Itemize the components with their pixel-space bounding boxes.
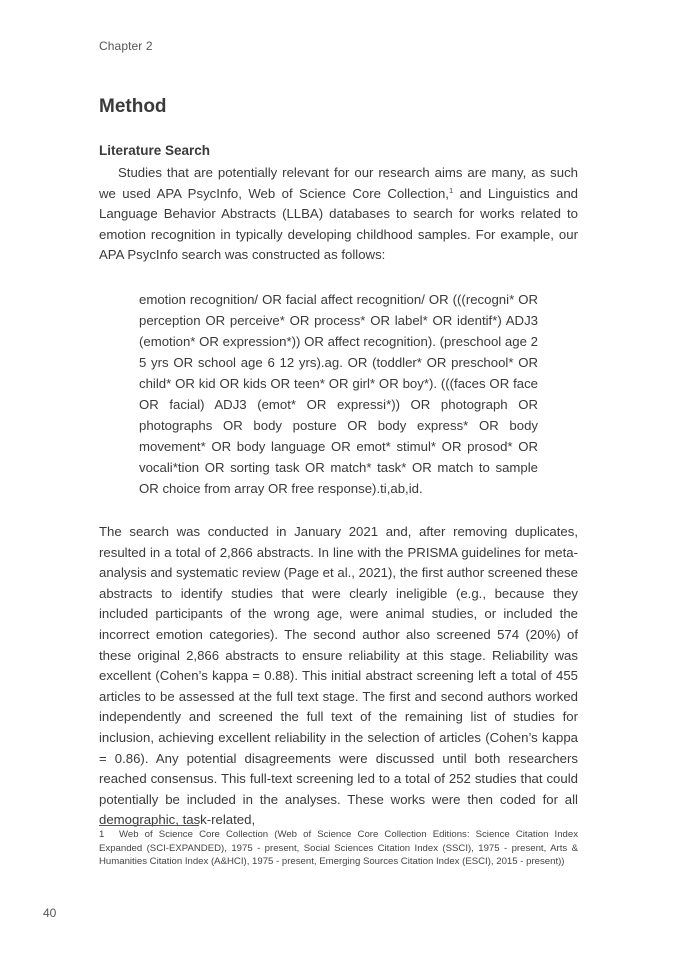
footnote-number: 1 <box>99 829 105 840</box>
running-head: Chapter 2 <box>99 39 153 53</box>
section-title: Method <box>99 96 167 117</box>
search-query-block: emotion recognition/ OR facial affect recognition/ OR (((recogni* OR perception OR perceive* OR process* OR label* OR identif*) ADJ3 (emotion* OR expression*)) OR affect recognition). (preschool age 2 5 yrs OR school age 6 12 yrs).ag. OR (toddler* OR preschool* OR child* OR kid OR kids OR teen* OR girl* OR boy*). (((faces OR face OR facial) ADJ3 (emot* OR expressi*)) OR photograph OR photographs OR body posture OR body express* OR body movement* OR body language OR emot* stimul* OR prosod* OR vocali*tion OR sorting task OR match* task* OR match to sample OR choice from array OR free response).ti,ab,id. <box>139 292 538 496</box>
subsection-title: Literature Search <box>99 143 211 158</box>
footnote <box>99 828 578 869</box>
footnote-text: Web of Science Core Collection (Web of Science Core Collection Editions: Science Citation Index Expanded (SCI-EXPANDED), 1975 - present, Social Sciences Citation Index (SSCI), 1975 - present, Arts & Humanities Citation Index (A&HCI), 1975 - present, Emerging Sources Citation Index (ESCI), 2015 - present)) <box>99 829 578 868</box>
footnote-divider <box>99 825 199 826</box>
intro-paragraph <box>99 163 578 266</box>
intro-text-part-1: Studies that are potentially relevant for our research aims are many, as such we used APA PsycInfo, Web of Science Core Collection, <box>99 165 578 201</box>
footnote-marker: 1 <box>448 185 454 195</box>
intro-text-part-2: and Linguistics and Language Behavior Abstracts (LLBA) databases to search for works related to emotion recognition in typically developing childhood samples. For example, our APA PsycInfo search was constructed as follows: <box>99 185 579 263</box>
page-number: 40 <box>43 906 57 920</box>
main-paragraph: The search was conducted in January 2021 and, after removing duplicates, resulted in a total of 2,866 abstracts. In line with the PRISMA guidelines for meta-analysis and systematic review (Page et al., 2021), the first author screened these abstracts to identify studies that were clearly ineligible (e.g., because they included participants of the wrong age, were animal studies, or included the incorrect emotion categories). The second author also screened 574 (20%) of these original 2,866 abstracts to ensure reliability at this stage. Reliability was excellent (Cohen’s kappa = 0.88). This initial abstract screening left a total of 455 articles to be assessed at the full text stage. The first and second authors worked independently and screened the full text of the remaining list of studies for inclusion, achieving excellent reliability in the selection of articles (Cohen’s kappa = 0.86). Any potential disagreements were discussed until both researchers reached consensus. This full-text screening led to a total of 252 studies that could potentially be included in the analyses. These works were then coded for all demographic, task-related, <box>99 524 578 828</box>
